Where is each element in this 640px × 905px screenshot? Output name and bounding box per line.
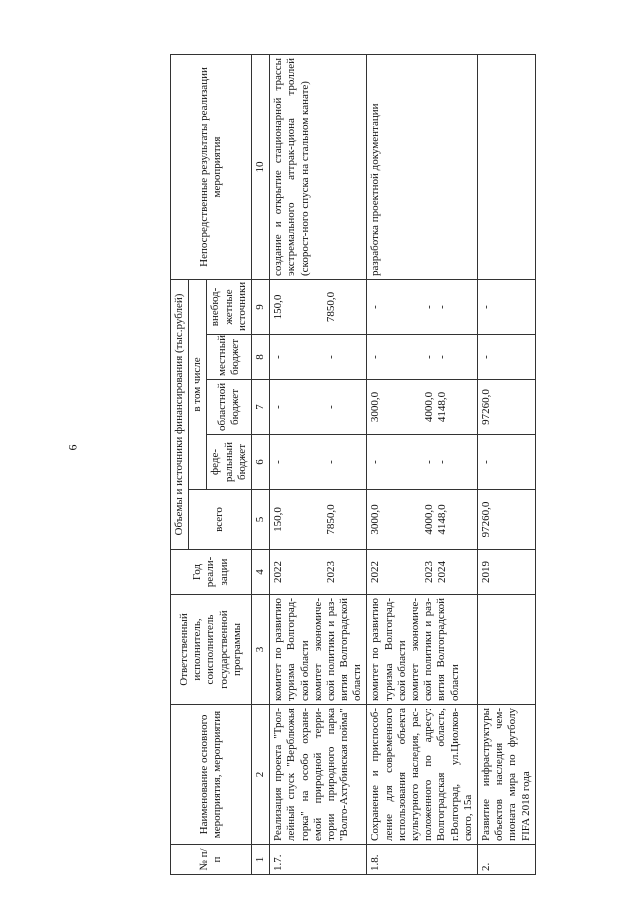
rotated-table-container	[170, 55, 615, 875]
federal-1: -	[369, 460, 382, 464]
extra-1: -	[369, 305, 382, 309]
column-number-row	[251, 54, 269, 874]
row-federal	[367, 435, 478, 490]
extra-1: 150,0	[272, 294, 285, 320]
row-regional	[270, 380, 367, 435]
table-row	[477, 54, 535, 874]
local-3: -	[435, 355, 448, 359]
colnum: 1	[251, 845, 269, 875]
row-responsible	[477, 595, 535, 705]
header-incl: в том числе	[189, 279, 207, 489]
colnum: 6	[251, 435, 269, 490]
row-name: Развитие инфраструктуры объектов наследия чем-пионата мира по футболу FIFA 2018 года	[477, 705, 535, 845]
extra-2: 7850,0	[325, 291, 338, 323]
row-local	[270, 335, 367, 380]
colnum: 8	[251, 335, 269, 380]
row-local	[367, 335, 478, 380]
row-local: -	[477, 335, 535, 380]
year-2: 2023	[325, 561, 338, 583]
responsible-1: комитет по развитию туризма Волгоград-ской области	[369, 598, 408, 701]
total-2: 4000,0	[422, 504, 435, 535]
responsible-1: комитет по развитию туризма Волгоград-ской области	[272, 598, 311, 701]
colnum: 10	[251, 54, 269, 279]
header-funding: Объемы и источники финансирования (тыс.рублей)	[171, 279, 189, 549]
total-1: 3000,0	[369, 504, 382, 535]
row-responsible	[367, 595, 478, 705]
colnum: 2	[251, 705, 269, 845]
row-number: 1.8.	[367, 845, 478, 875]
federal-3: -	[435, 460, 448, 464]
responsible-2: комитет экономиче-ской политики и раз-вития Волгоградской области	[409, 598, 461, 701]
row-year: 2019	[477, 550, 535, 595]
extra-3: -	[435, 305, 448, 309]
header-regional: областной бюджет	[207, 380, 252, 435]
funding-table	[170, 54, 536, 875]
local-1: -	[272, 355, 285, 359]
header-federal: феде-ральный бюджет	[207, 435, 252, 490]
header-responsible: Ответственный исполнитель, соисполнитель государственной программы	[171, 595, 252, 705]
row-result: разработка проектной документации	[367, 54, 478, 279]
row-extra: -	[477, 279, 535, 334]
regional-1: -	[272, 405, 285, 409]
row-total: 97260,0	[477, 490, 535, 550]
colnum: 3	[251, 595, 269, 705]
local-2: -	[325, 355, 338, 359]
header-no: № п/п	[171, 845, 252, 875]
row-year	[367, 550, 478, 595]
extra-2: -	[422, 305, 435, 309]
total-2: 7850,0	[325, 504, 338, 535]
row-result: создание и открытие стационарной трассы экстремального аттрак-циона троллей (скорост-ного спуска на стальном канате)	[270, 54, 367, 279]
table-row	[270, 54, 367, 874]
year-1: 2022	[369, 561, 382, 583]
total-3: 4148,0	[435, 504, 448, 535]
table-row	[367, 54, 478, 874]
row-total	[367, 490, 478, 550]
year-1: 2022	[272, 561, 285, 583]
federal-2: -	[325, 460, 338, 464]
year-3: 2024	[435, 561, 448, 583]
row-federal	[270, 435, 367, 490]
header-results: Непосредственные результаты реализации мероприятия	[171, 54, 252, 279]
row-name: Реализация проекта "Трол-лейный спуск "Верблюжья горка" на особо охраня-емой природной терри-тории природного парка "Волго-Ахтубинская пойма"	[270, 705, 367, 845]
row-number: 1.7.	[270, 845, 367, 875]
regional-1: 3000,0	[369, 391, 382, 423]
header-name: Наименование основного мероприятия, мероприятия	[171, 705, 252, 845]
row-federal: -	[477, 435, 535, 490]
row-total	[270, 490, 367, 550]
regional-2: 4000,0	[422, 391, 435, 423]
colnum: 7	[251, 380, 269, 435]
federal-2: -	[422, 460, 435, 464]
colnum: 5	[251, 490, 269, 550]
row-extra	[270, 279, 367, 334]
row-regional: 97260,0	[477, 380, 535, 435]
local-2: -	[422, 355, 435, 359]
local-1: -	[369, 355, 382, 359]
row-number: 2.	[477, 845, 535, 875]
row-year	[270, 550, 367, 595]
row-result	[477, 54, 535, 279]
total-1: 150,0	[272, 507, 285, 532]
regional-2: -	[325, 405, 338, 409]
row-name: Сохранение и приспособ-ление для современного использования объекта культурного наследия, рас-положенного по адресу: Волгоградская область, г.Волгоград, ул.Циолков-ского, 15а	[367, 705, 478, 845]
row-responsible	[270, 595, 367, 705]
regional-3: 4148,0	[435, 391, 448, 423]
year-2: 2023	[422, 561, 435, 583]
header-local: местный бюджет	[207, 335, 252, 380]
header-extra: внебюд-жетные источники	[207, 279, 252, 334]
header-total: всего	[189, 490, 252, 550]
header-year: Год реали-зации	[171, 550, 252, 595]
row-regional	[367, 380, 478, 435]
responsible-2: комитет экономиче-ской политики и раз-вития Волгоградской области	[311, 598, 364, 701]
colnum: 9	[251, 279, 269, 334]
colnum: 4	[251, 550, 269, 595]
page-number: 6	[65, 444, 80, 451]
row-extra	[367, 279, 478, 334]
federal-1: -	[272, 460, 285, 464]
